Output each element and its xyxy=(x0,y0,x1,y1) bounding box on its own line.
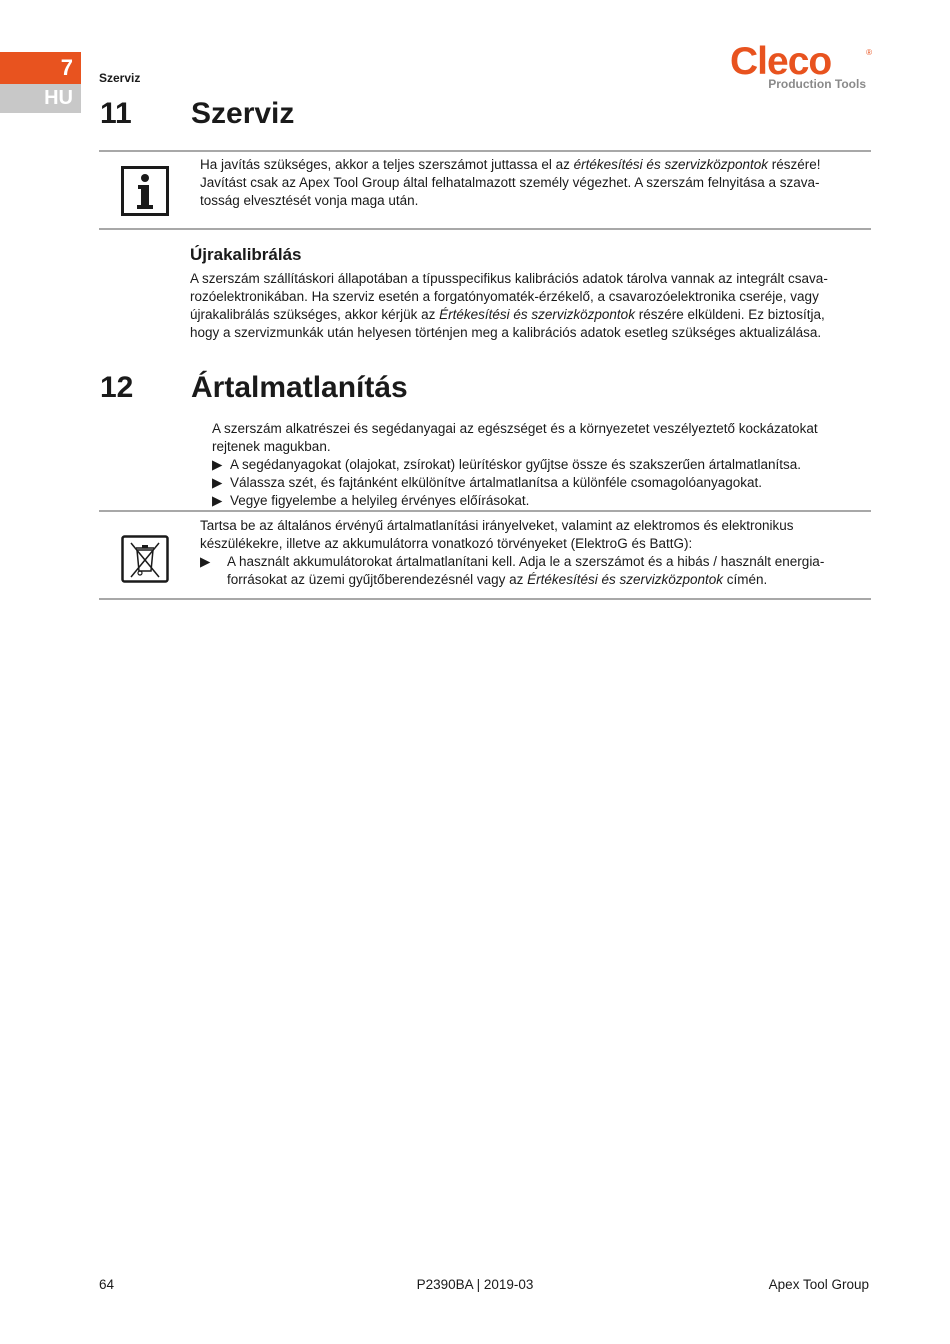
logo-word: Cleco xyxy=(730,40,832,83)
list-item: ▶ A segédanyagokat (olajokat, zsírokat) leürítéskor gyűjtse össze és szakszerűen ártalmatlanítsa. xyxy=(212,457,802,472)
notice-line: Javítást csak az Apex Tool Group által felhatalmazott személy végezhet. A szerszám felnyitása a szava- xyxy=(200,175,820,190)
cleco-logo xyxy=(730,40,872,92)
arrow-icon: ▶ xyxy=(200,554,211,569)
divider xyxy=(99,150,871,152)
list-item: ▶ Válassza szét, és fajtánként elkülönítve ártalmatlanítsa a különféle csomagolóanyagokat. xyxy=(212,475,763,490)
divider xyxy=(99,598,871,600)
recalibration-heading: Újrakalibrálás xyxy=(190,245,302,264)
list-item: ▶ A használt akkumulátorokat ártalmatlanítani kell. Adja le a szerszámot és a hibás / használt energia- forrásokat az üzemi gyűjtőberendezésnél vagy az Értékesítési és szervizközpontok címén. xyxy=(200,554,825,587)
divider xyxy=(99,510,871,512)
weee-notice: Tartsa be az általános érvényű ártalmatlanítási irányelveket, valamint az elektromos és elektronikus készülékekre, illetve az akkumulátorra vonatkozó törvényeket (ElektroG és BattG): ▶ A használt akkumulátorokat ártalmatlanítani kell. Adja le a szerszámot és a hibás / használt energia- forrásokat az üzemi gyűjtőberendezésnél vagy az Értékesítési és szervizközpontok címén. xyxy=(200,517,866,589)
logo-registered-mark: ® xyxy=(866,48,872,57)
section-number: 12 xyxy=(100,371,134,404)
chapter-tab: 7 xyxy=(0,52,81,84)
arrow-icon: ▶ xyxy=(212,493,223,508)
logo-tagline: Production Tools xyxy=(768,77,866,91)
notice-line: tosság elvesztését vonja maga után. xyxy=(200,193,419,208)
disposal-intro: A szerszám alkatrészei és segédanyagai az egészséget és a környezetet veszélyeztető kockázatokat rejtenek magukban. ▶ A segédanyagokat (olajokat, zsírokat) leürítéskor gyűjtse össze és szakszerűen ártalmatlanítsa. ▶ Válassza szét, és fajtánként elkülönítve ártalmatlanítsa a különféle csomagolóanyagokat. ▶ Vegye figyelembe a helyileg érvényes előírásokat. xyxy=(212,420,867,510)
arrow-icon: ▶ xyxy=(212,457,223,472)
section-title: Ártalmatlanítás xyxy=(191,371,408,404)
info-icon xyxy=(121,166,169,221)
running-header: Szerviz xyxy=(99,71,141,85)
list-item: ▶ Vegye figyelembe a helyileg érvényes előírásokat. xyxy=(212,493,530,508)
section-number: 11 xyxy=(100,97,132,130)
section-title: Szerviz xyxy=(191,97,295,130)
service-notice xyxy=(200,156,866,210)
language-tab: HU xyxy=(0,84,81,113)
company-name: Apex Tool Group xyxy=(768,1277,869,1292)
page-number: 64 xyxy=(99,1277,115,1292)
arrow-icon: ▶ xyxy=(212,475,223,490)
recalibration-paragraph: A szerszám szállításkori állapotában a típusspecifikus kalibrációs adatok tárolva vannak az integrált csava- rozóelektronikában. Ha szerviz esetén a forgatónyomaték-érzékelő, a csavarozóelektronika cseréje, vagy újrakalibrálás szükséges, akkor kérjük az Értékesítési és szervizközpontok részére elküldeni. Ez biztosítja, hogy a szervizmunkák után helyesen történjen meg a kalibrációs adatok esetleg szükséges aktualizálása. xyxy=(190,271,828,340)
divider xyxy=(99,228,871,230)
document-id: P2390BA | 2019-03 xyxy=(416,1277,534,1292)
crossed-out-bin-icon xyxy=(121,535,169,588)
notice-line: Ha javítás szükséges, akkor a teljes szerszámot juttassa el az értékesítési és szervizközpontok részére! xyxy=(200,157,821,172)
